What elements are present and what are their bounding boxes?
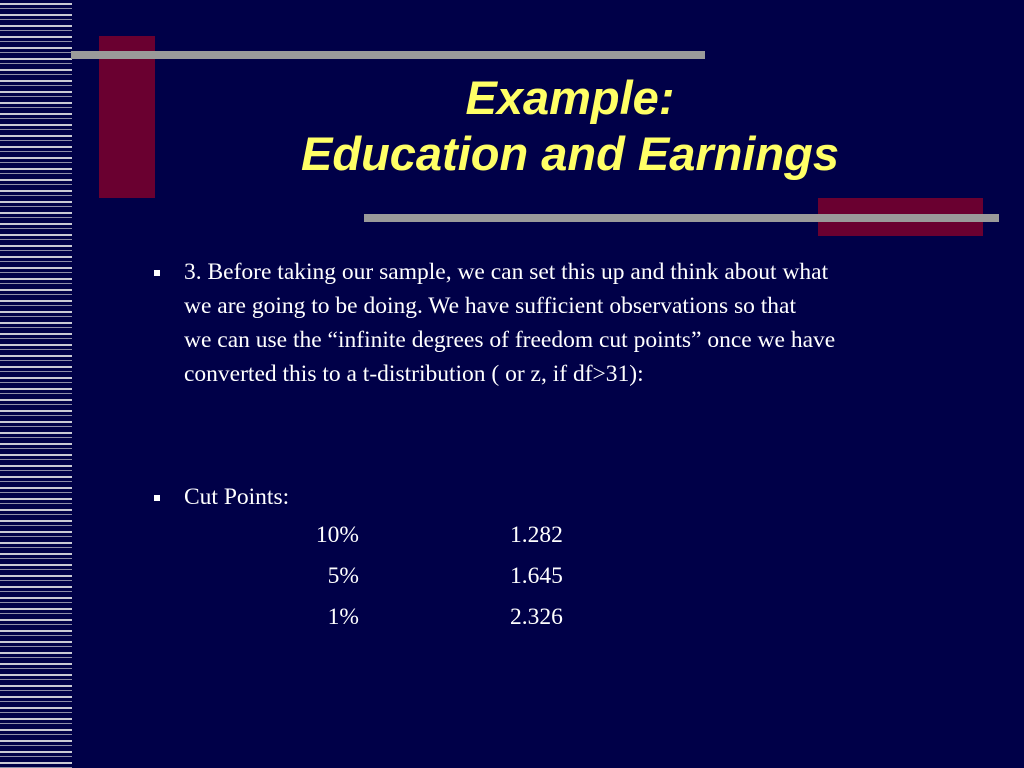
paragraph-line: converted this to a t-distribution ( or z, if df>31): bbox=[184, 361, 644, 387]
cut-point-percent: 10% bbox=[315, 522, 359, 548]
bullet-paragraph bbox=[184, 255, 984, 391]
cut-point-row bbox=[184, 563, 784, 603]
slide-title-line-1: Example: bbox=[465, 71, 675, 124]
cut-point-percent: 5% bbox=[327, 563, 359, 589]
cut-point-row bbox=[184, 522, 784, 562]
paragraph-line: we are going to be doing. We have sufficient observations so that bbox=[184, 293, 797, 319]
decorative-stripes bbox=[0, 0, 72, 768]
cut-point-row bbox=[184, 604, 784, 644]
cut-points-label-text: Cut Points: bbox=[184, 484, 290, 510]
paragraph-line: 3. Before taking our sample, we can set this up and think about what bbox=[184, 259, 829, 285]
decorative-maroon-block-left bbox=[99, 36, 155, 198]
slide-title-line-2: Education and Earnings bbox=[301, 127, 839, 180]
slide-title bbox=[160, 70, 980, 182]
decorative-gray-bar-bottom bbox=[364, 214, 999, 222]
decorative-gray-bar-top bbox=[71, 51, 705, 59]
bullet-square-icon bbox=[154, 495, 160, 501]
paragraph-line: we can use the “infinite degrees of freedom cut points” once we have bbox=[184, 327, 836, 353]
bullet-square-icon bbox=[154, 270, 160, 276]
cut-point-value: 1.645 bbox=[510, 563, 563, 589]
cut-point-value: 2.326 bbox=[510, 604, 563, 630]
cut-points-label bbox=[184, 480, 984, 514]
cut-point-percent: 1% bbox=[327, 604, 359, 630]
cut-point-value: 1.282 bbox=[510, 522, 563, 548]
